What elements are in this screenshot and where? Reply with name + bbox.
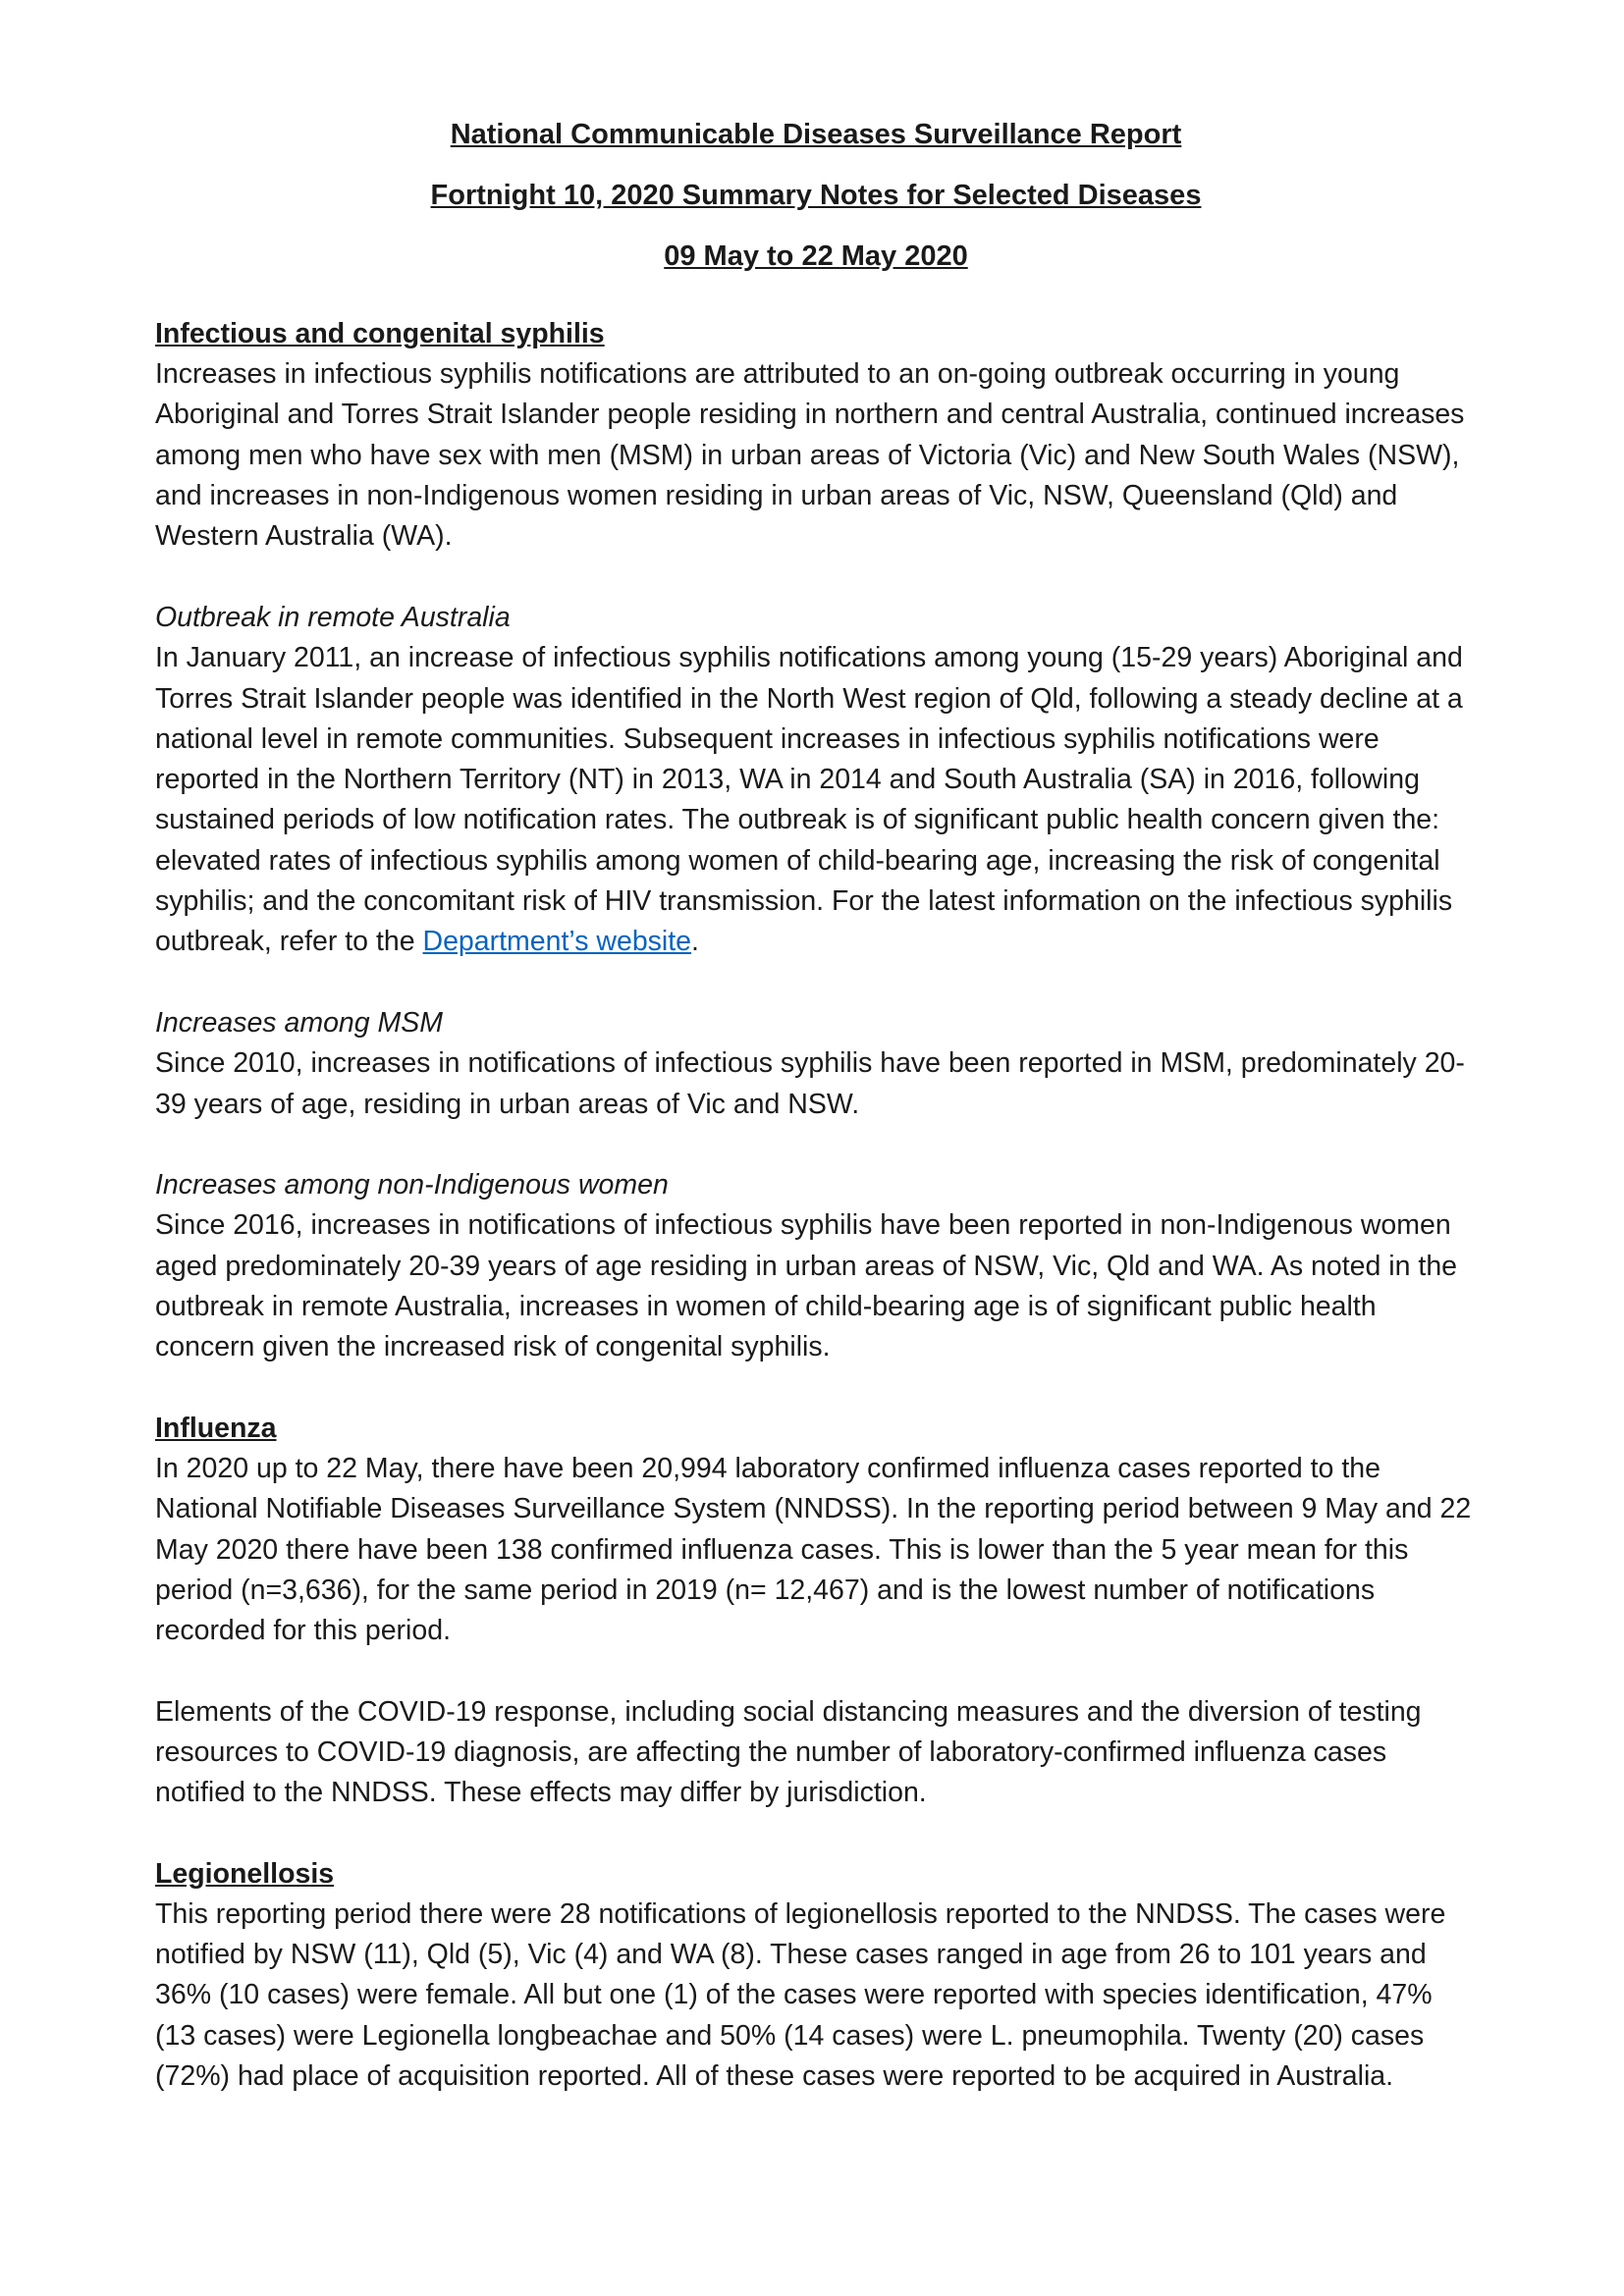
legionellosis-section (155, 1854, 1477, 2098)
remote-outbreak-text (155, 638, 1477, 962)
department-website-link[interactable]: Department’s website (422, 926, 692, 958)
influenza-section (155, 1409, 1477, 1814)
influenza-para-2: Elements of the COVID-19 response, including social distancing measures and the diversion of testing resources to COVID-19 diagnosis, are affecting the number of laboratory-confirmed influenza cases notified to the NNDSS. These effects may differ by jurisdiction. (155, 1695, 1422, 1809)
remote-outbreak-end: . (691, 926, 699, 958)
syphilis-intro: Increases in infectious syphilis notifications are attributed to an on-going outbreak occurring in young Aboriginal and Torres Strait Islander people residing in northern and central Australia, continued increases among men who have sex with men (MSM) in urban areas of Victoria (Vic) and New South Wales (NSW), and increases in non-Indigenous women residing in urban areas of Vic, NSW, Queensland (Qld) and Western Australia (WA). (155, 358, 1465, 553)
syphilis-section (155, 314, 1477, 1368)
msm-text: Since 2010, increases in notifications of infectious syphilis have been reported in MSM, predominately 20-39 years of age, residing in urban areas of Vic and NSW. (155, 1047, 1465, 1120)
report-subtitle: Fortnight 10, 2020 Summary Notes for Selected Diseases (430, 179, 1202, 211)
msm-heading: Increases among MSM (155, 1006, 444, 1039)
influenza-para-1: In 2020 up to 22 May, there have been 20,994 laboratory confirmed influenza cases reported to the National Notifiable Diseases Surveillance System (NNDSS). In the reporting period between 9 May and 22 May 2020 there have been 138 confirmed influenza cases. This is lower than the 5 year mean for this period (n=3,636), for the same period in 2019 (n= 12,467) and is the lowest number of notifications recorded for this period. (155, 1452, 1472, 1647)
women-text: Since 2016, increases in notifications of infectious syphilis have been reported in non-Indigenous women aged predominately 20-39 years of age residing in urban areas of NSW, Vic, Qld and WA. As noted in the outbreak in remote Australia, increases in women of child-bearing age is of significant public health concern given the increased risk of congenital syphilis. (155, 1209, 1458, 1363)
legionellosis-heading: Legionellosis (155, 1857, 335, 1890)
report-title: National Communicable Diseases Surveillance Report (450, 119, 1182, 150)
women-heading: Increases among non-Indigenous women (155, 1169, 669, 1201)
remote-outbreak-body: In January 2011, an increase of infectious syphilis notifications among young (15-29 years) Aboriginal and Torres Strait Islander people was identified in the North West region of Qld, following a steady decline at a national level in remote communities. Subsequent increases in infectious syphilis notifications were reported in the Northern Territory (NT) in 2013, WA in 2014 and South Australia (SA) in 2016, following sustained periods of low notification rates. The outbreak is of significant public health concern given the: elevated rates of infectious syphilis among women of child-bearing age, increasing the risk of congenital syphilis; and the concomitant risk of HIV transmission. For the latest information on the infectious syphilis outbreak, refer to the (155, 642, 1463, 958)
legionellosis-para-1: This reporting period there were 28 notifications of legionellosis reported to the NNDSS. The cases were notified by NSW (11), Qld (5), Vic (4) and WA (8). These cases ranged in age from 26 to 101 years and 36% (10 cases) were female. All but one (1) of the cases were reported with species identification, 47% (13 cases) were Legionella longbeachae and 50% (14 cases) were L. pneumophila. Twenty (20) cases (72%) had place of acquisition reported. All of these cases were reported to be acquired in Australia. (155, 1897, 1446, 2093)
remote-outbreak-heading: Outbreak in remote Australia (155, 601, 511, 633)
syphilis-heading: Infectious and congenital syphilis (155, 317, 605, 349)
report-date-range: 09 May to 22 May 2020 (664, 240, 968, 272)
report-header (155, 115, 1477, 277)
influenza-heading: Influenza (155, 1412, 277, 1444)
